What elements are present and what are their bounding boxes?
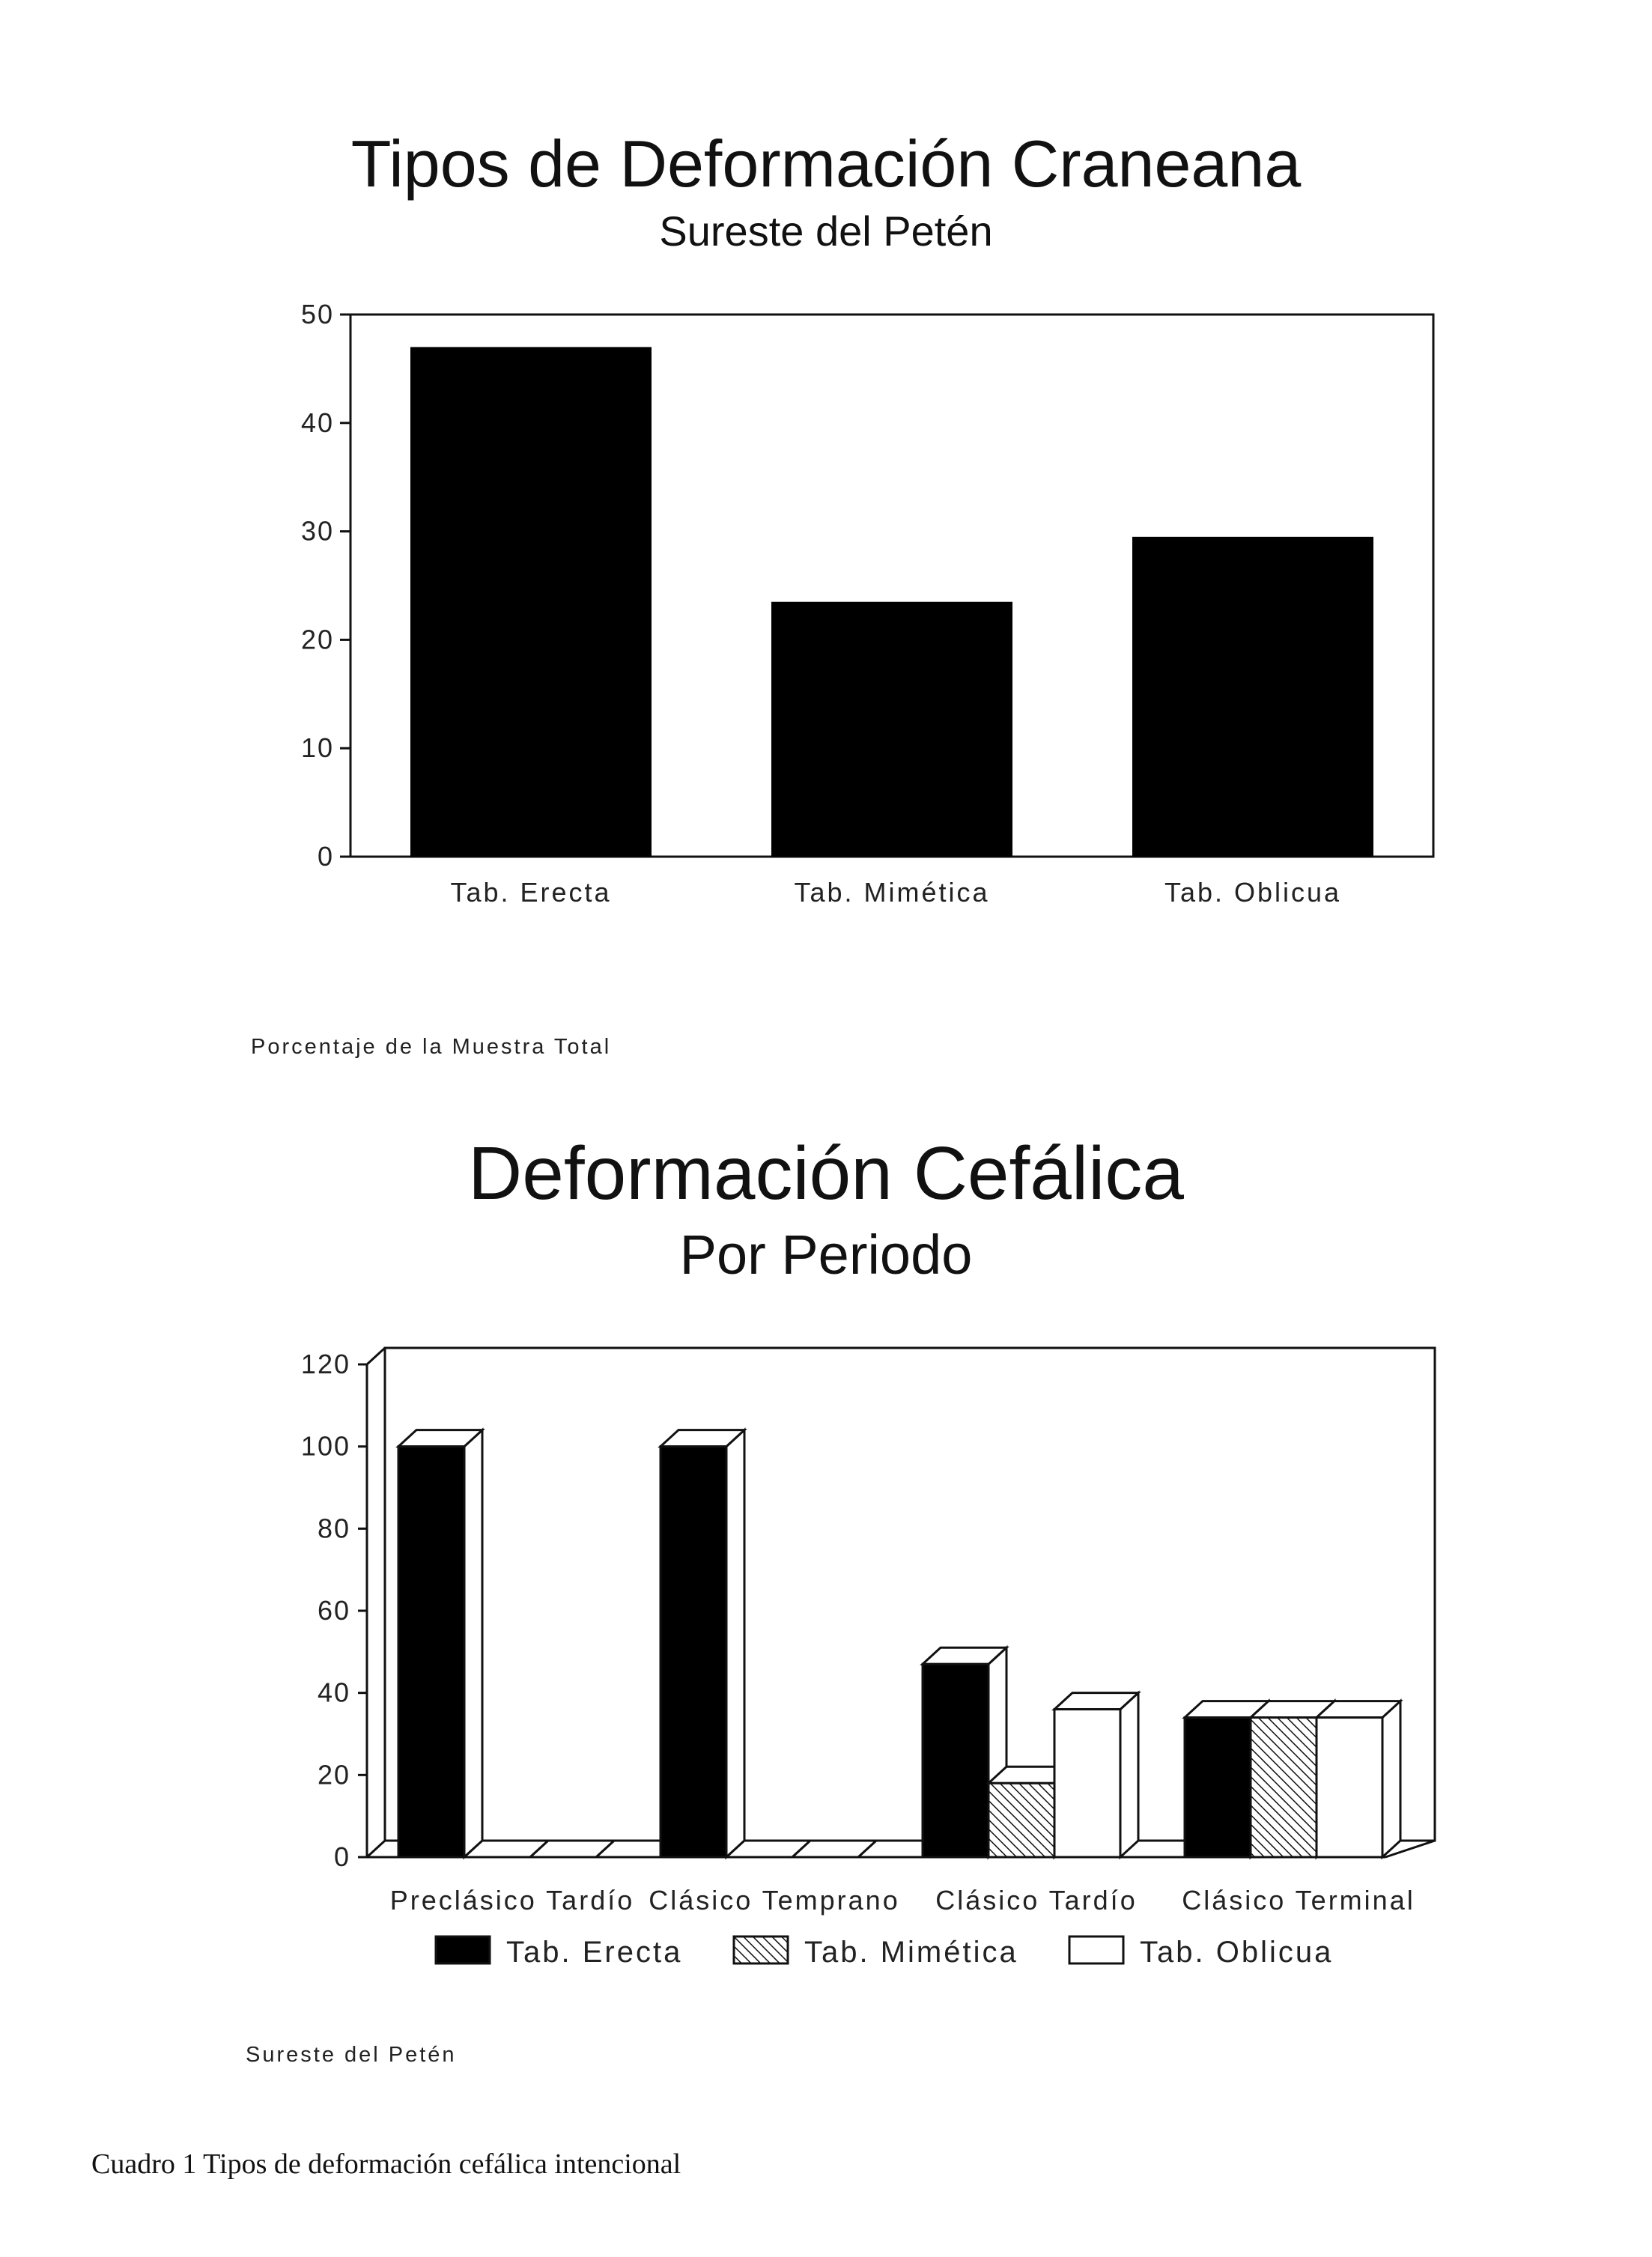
chart2-ytick-label: 100 bbox=[300, 1430, 350, 1462]
chart1-ytick-label: 50 bbox=[300, 299, 334, 329]
chart2-bar-tab-oblicua-clasico-tardio bbox=[1054, 1693, 1138, 1857]
chart1-bar-tab-erecta bbox=[410, 347, 652, 857]
chart2-ytick-label: 20 bbox=[317, 1759, 350, 1790]
chart2-legend-swatch bbox=[436, 1936, 490, 1963]
chart2-ytick-label: 80 bbox=[317, 1513, 350, 1544]
chart2-bar-front bbox=[989, 1783, 1054, 1857]
chart2-title: Deformación Cefálica bbox=[468, 1131, 1184, 1215]
chart1-ytick-label: 0 bbox=[317, 841, 334, 872]
chart2-legend-item-tab-mimetica bbox=[734, 1936, 1018, 1969]
chart1-xtick-label: Tab. Erecta bbox=[450, 877, 612, 908]
chart2-bar-tab-erecta-clasico-temprano bbox=[661, 1430, 744, 1857]
chart2-xtick-label: Clásico Tardío bbox=[935, 1885, 1138, 1916]
chart2-axis-depth-top bbox=[367, 1348, 385, 1364]
chart2-bar-tab-oblicua-clasico-terminal bbox=[1317, 1701, 1400, 1857]
chart2-legend-item-tab-oblicua bbox=[1069, 1936, 1333, 1969]
chart2-subtitle: Por Periodo bbox=[679, 1224, 973, 1286]
chart2-legend-label: Tab. Mimética bbox=[804, 1936, 1018, 1969]
chart2-bar-side bbox=[1382, 1701, 1400, 1857]
chart1-ytick-label: 20 bbox=[300, 624, 334, 655]
chart2-bar-front bbox=[398, 1447, 464, 1857]
chart1-xtick-label: Tab. Oblicua bbox=[1164, 877, 1342, 908]
chart2-ytick-label: 0 bbox=[333, 1841, 350, 1872]
chart2-note: Sureste del Petén bbox=[246, 2043, 457, 2067]
chart1-bar-tab-mimetica bbox=[771, 602, 1012, 857]
chart2-bar-side bbox=[1120, 1693, 1138, 1857]
chart2-bar-front bbox=[661, 1447, 726, 1857]
chart2-bar-side bbox=[464, 1430, 482, 1857]
chart2-legend-label: Tab. Erecta bbox=[506, 1936, 683, 1969]
chart2-bar-side bbox=[726, 1430, 744, 1857]
chart1-ytick-label: 40 bbox=[300, 407, 334, 438]
chart1-ytick-label: 30 bbox=[300, 515, 334, 547]
chart1-subtitle: Sureste del Petén bbox=[659, 207, 993, 255]
figure-caption: Cuadro 1 Tipos de deformación cefálica intencional bbox=[91, 2148, 681, 2180]
chart2-xtick-label: Preclásico Tardío bbox=[389, 1885, 635, 1916]
chart2-plot bbox=[0, 1318, 1652, 2007]
chart1-ytick-label: 10 bbox=[300, 732, 334, 764]
chart2-bar-front bbox=[923, 1664, 989, 1857]
chart1-plot bbox=[0, 285, 1652, 944]
chart1-title: Tipos de Deformación Craneana bbox=[350, 127, 1302, 201]
chart2-axis-depth-bottom bbox=[367, 1841, 385, 1857]
chart2-ytick-label: 120 bbox=[300, 1349, 350, 1379]
chart2-bar-front bbox=[1317, 1718, 1382, 1857]
chart2-bar-front bbox=[1251, 1718, 1317, 1857]
chart2-legend-swatch bbox=[734, 1936, 788, 1963]
chart1-xtick-label: Tab. Mimética bbox=[794, 877, 990, 908]
chart2-ytick-label: 60 bbox=[317, 1595, 350, 1626]
chart2-ytick-label: 40 bbox=[317, 1677, 350, 1708]
chart2-bar-front bbox=[1054, 1710, 1120, 1857]
chart1-bar-tab-oblicua bbox=[1132, 537, 1373, 857]
chart1-note: Porcentaje de la Muestra Total bbox=[251, 1035, 612, 1059]
chart2-bar-front bbox=[1185, 1718, 1251, 1857]
chart2-legend-swatch bbox=[1069, 1936, 1123, 1963]
chart2-xtick-label: Clásico Temprano bbox=[649, 1885, 900, 1916]
chart2-legend-label: Tab. Oblicua bbox=[1140, 1936, 1334, 1969]
chart2-legend-item-tab-erecta bbox=[436, 1936, 682, 1969]
chart2-xtick-label: Clásico Terminal bbox=[1182, 1885, 1415, 1916]
chart2-bar-tab-erecta-preclasico-tardio bbox=[398, 1430, 482, 1857]
